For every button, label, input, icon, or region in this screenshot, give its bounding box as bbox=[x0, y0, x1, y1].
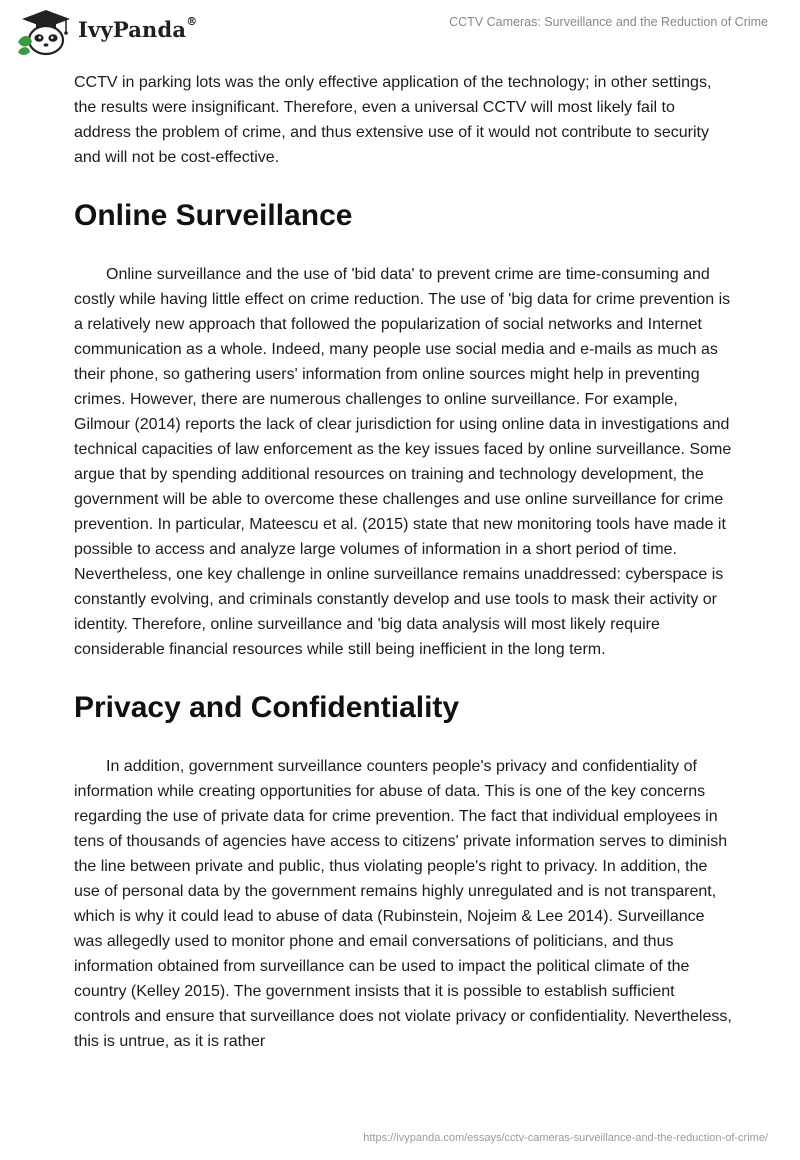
ivypanda-logo-icon[interactable] bbox=[14, 8, 78, 56]
footer-url[interactable]: https://ivypanda.com/essays/cctv-cameras-surveillance-and-the-reduction-of-crime/ bbox=[363, 1132, 768, 1144]
registered-mark: ® bbox=[186, 15, 198, 28]
page-header bbox=[0, 0, 800, 62]
brand-name[interactable] bbox=[78, 17, 197, 42]
online-surveillance-heading: Online Surveillance bbox=[74, 199, 353, 232]
essay-content bbox=[74, 70, 734, 1054]
brand-text: IvyPanda bbox=[78, 17, 187, 42]
privacy-heading: Privacy and Confidentiality bbox=[74, 691, 460, 724]
online-surveillance-paragraph: Online surveillance and the use of 'bid data' to prevent crime are time-consuming and costly while having little effect on crime reduction. The use of 'big data for crime prevention is a relatively new approach that followed the popularization of social networks and Internet communication as a whole. Indeed, many people use social media and e-mails as much as their phone, so gathering users' information from online sources might help in preventing crimes. However, there are numerous challenges to online surveillance. For example, Gilmour (2014) reports the lack of clear jurisdiction for using online data in investigations and technical capacities of law enforcement as the key issues faced by online surveillance. Some argue that by spending additional resources on training and technology development, the government will be able to overcome these challenges and use online surveillance for crime prevention. In particular, Mateescu et al. (2015) state that new monitoring tools have made it possible to access and analyze large volumes of information in a short period of time. Nevertheless, one key challenge in online surveillance remains unaddressed: cyberspace is constantly evolving, and criminals constantly develop and use tools to mask their activity or identity. Therefore, online surveillance and 'big data analysis will most likely require considerable financial resources while still being inefficient in the long term. bbox=[74, 266, 732, 658]
privacy-paragraph: In addition, government surveillance counters people's privacy and confidentiality of information while creating opportunities for abuse of data. This is one of the key concerns regarding the use of private data for crime prevention. The fact that individual employees in tens of thousands of agencies have access to citizens' private information serves to diminish the line between private and public, thus violating people's right to privacy. In addition, the use of personal data by the government remains highly unregulated and is not transparent, which is why it could lead to abuse of data (Rubinstein, Nojeim & Lee 2014). Surveillance was allegedly used to monitor phone and email conversations of politicians, and thus information obtained from surveillance can be used to impact the political climate of the country (Kelley 2015). The government insists that it is possible to establish sufficient controls and ensure that surveillance does not violate privacy or confidentiality. Nevertheless, this is untrue, as it is rather bbox=[74, 758, 732, 1050]
document-title: CCTV Cameras: Surveillance and the Reduction of Crime bbox=[449, 15, 768, 29]
intro-paragraph: CCTV in parking lots was the only effective application of the technology; in other settings, the results were insignificant. Therefore, even a universal CCTV will most likely fail to address the problem of crime, and thus extensive use of it would not contribute to security and will not be cost-effective. bbox=[74, 74, 712, 166]
